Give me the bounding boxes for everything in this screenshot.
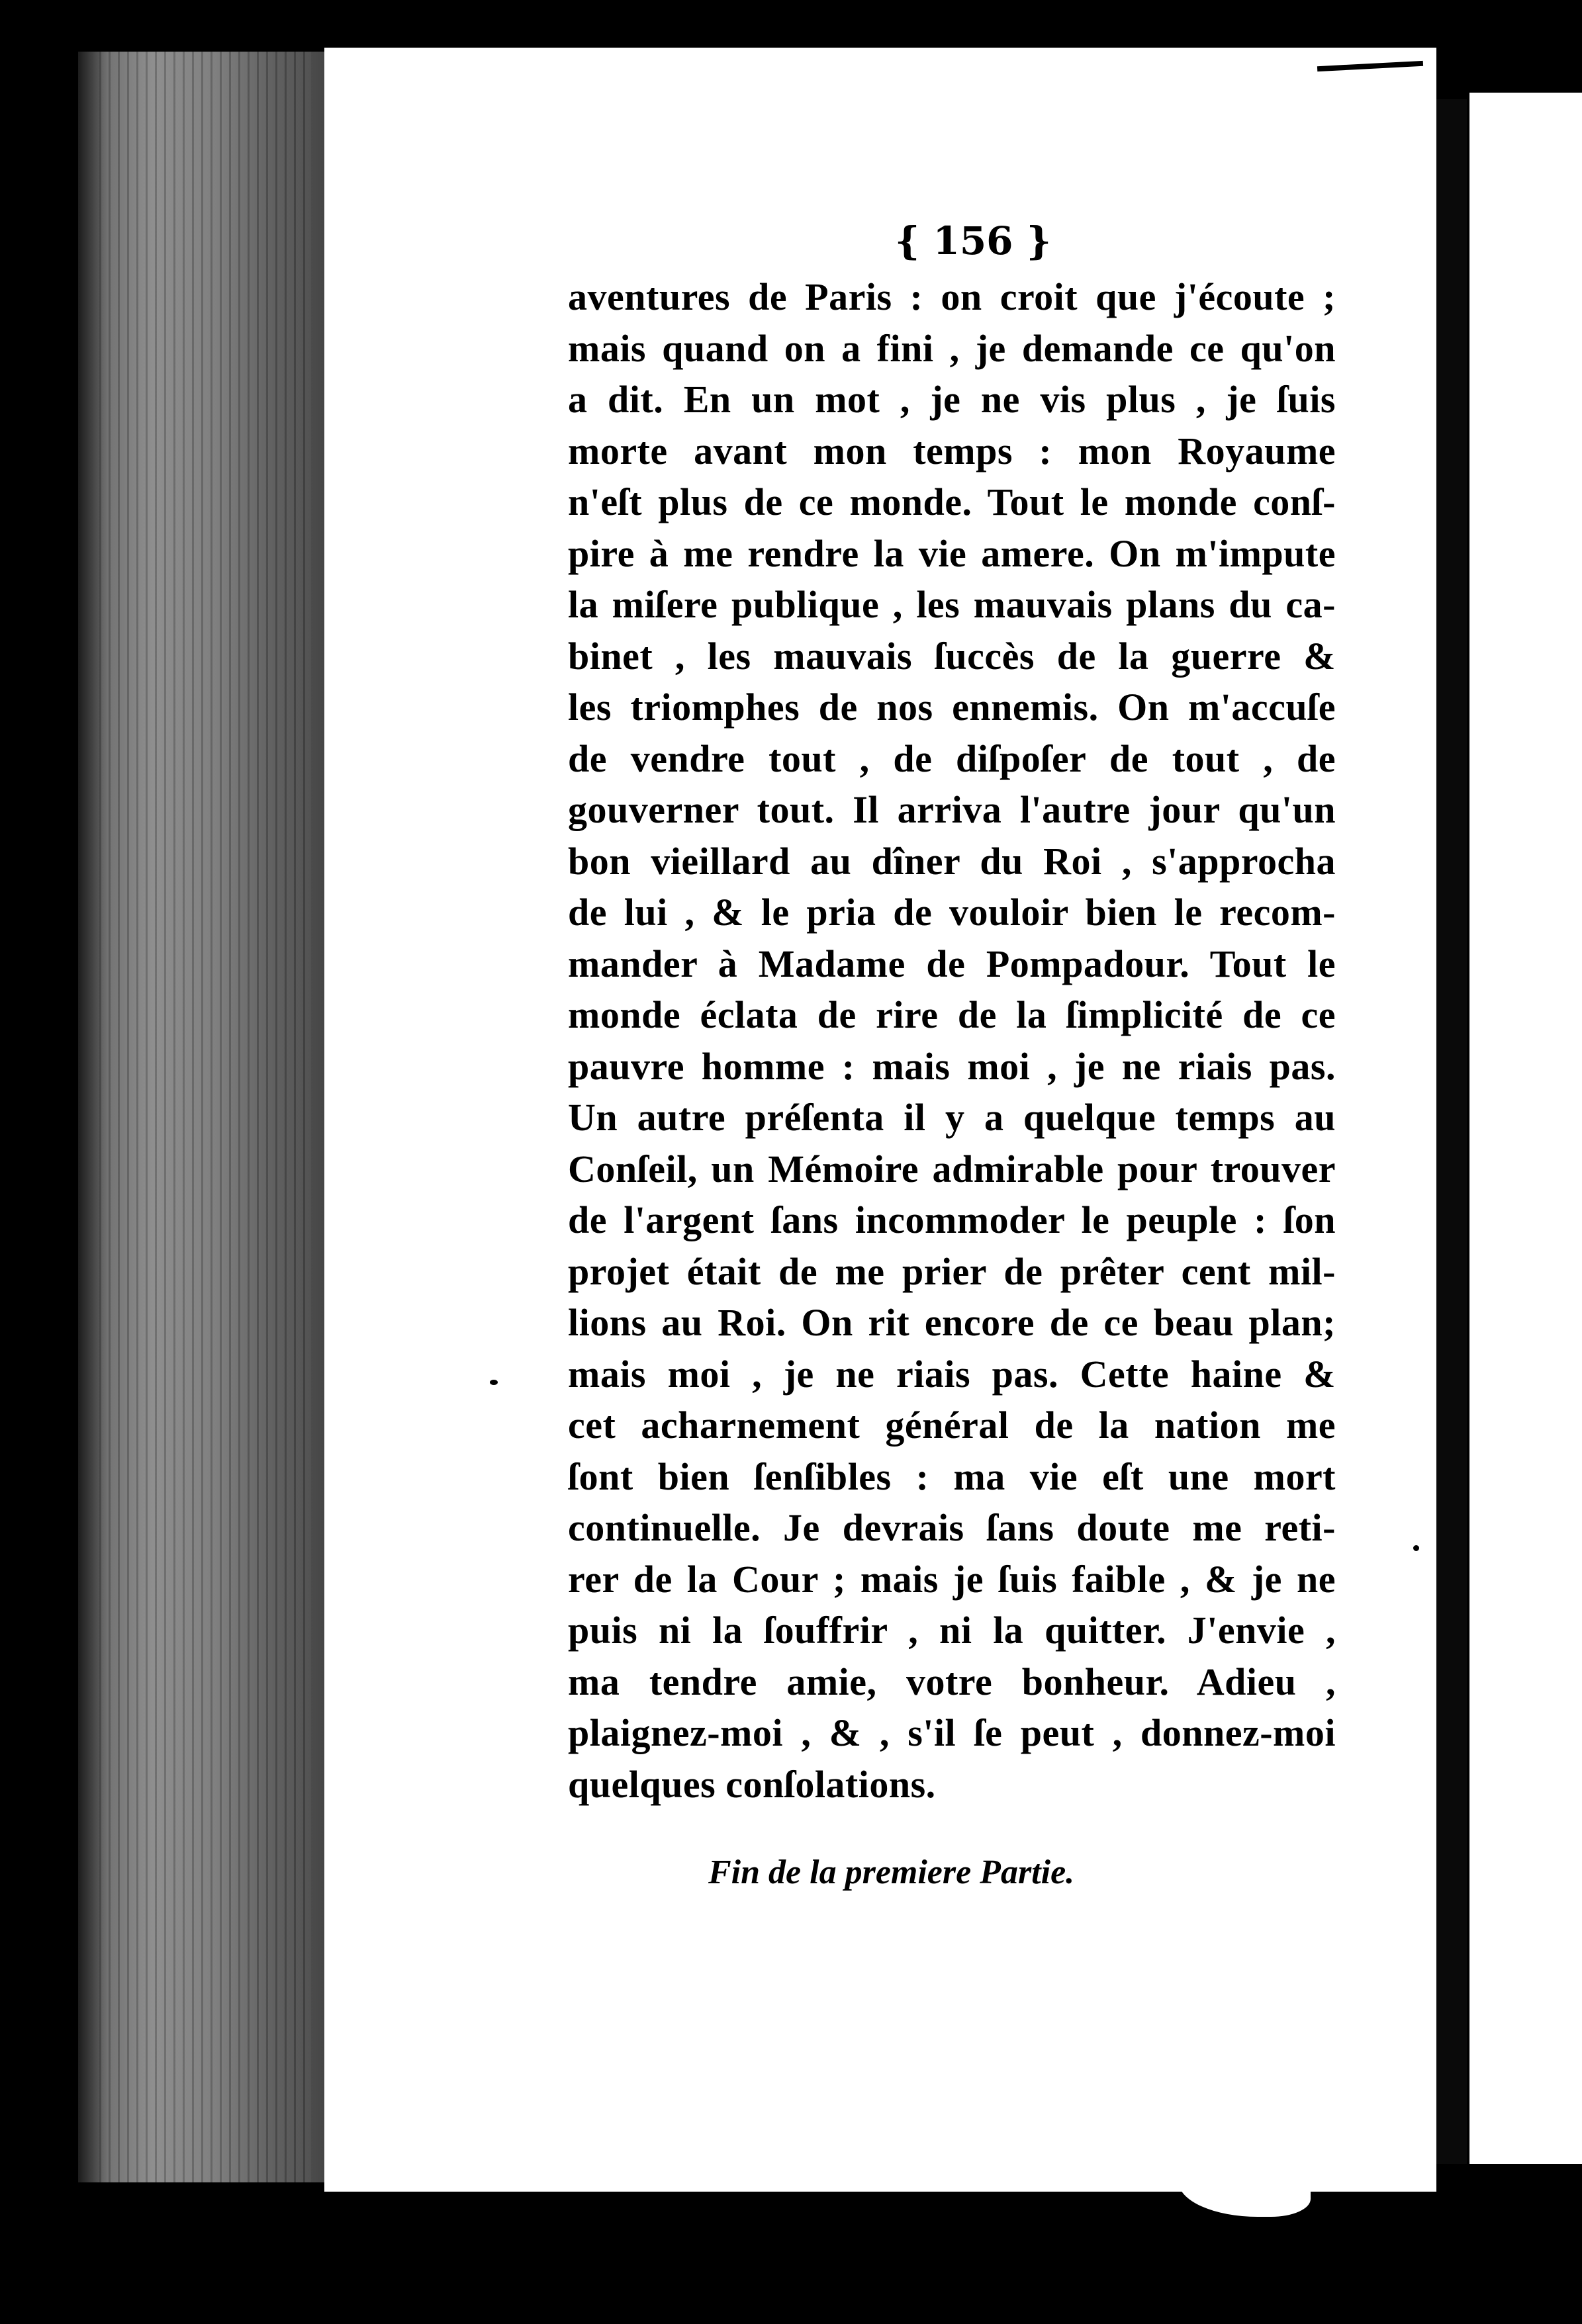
text-line: de l'argent ſans incommoder le peuple : ſon <box>568 1198 1336 1241</box>
text-line: binet , les mauvais ſuccès de la guerre & <box>568 634 1336 678</box>
text-line: les triomphes de nos ennemis. On m'accuſe <box>568 686 1336 729</box>
text-line: continuelle. Je devrais ſans doute me reti- <box>568 1506 1336 1549</box>
text-line: ma tendre amie, votre bonheur. Adieu , <box>568 1660 1336 1703</box>
text-line: bon vieillard au dîner du Roi , s'approcha <box>568 839 1336 883</box>
colophon: Fin de la premiere Partie. <box>708 1854 1075 1891</box>
text-line: quelques conſolations. <box>568 1762 936 1806</box>
page-number: { 156 } <box>894 218 1052 263</box>
text-line: lions au Roi. On rit encore de ce beau plan; <box>568 1301 1336 1344</box>
text-line: gouverner tout. Il arriva l'autre jour qu'un <box>568 788 1336 831</box>
scan-speck <box>1413 1545 1419 1551</box>
page-edges <box>99 52 311 2182</box>
text-line: Un autre préſenta il y a quelque temps au <box>568 1096 1336 1139</box>
text-line: Conſeil, un Mémoire admirable pour trouver <box>568 1147 1336 1190</box>
text-line: plaignez-moi , & , s'il ſe peut , donnez-moi <box>568 1711 1336 1754</box>
text-line: monde éclata de rire de la ſimplicité de ce <box>568 993 1336 1036</box>
text-line: mais moi , je ne riais pas. Cette haine & <box>568 1352 1336 1396</box>
text-line: de lui , & le pria de vouloir bien le recom- <box>568 891 1336 934</box>
text-line: puis ni la ſouffrir , ni la quitter. J'envie , <box>568 1609 1336 1652</box>
scan-artifact <box>1178 2157 1311 2217</box>
text-line: cet acharnement général de la nation me <box>568 1404 1336 1447</box>
scan-speck <box>490 1380 498 1385</box>
text-line: mander à Madame de Pompadour. Tout le <box>568 942 1336 985</box>
text-line: pauvre homme : mais moi , je ne riais pas. <box>568 1044 1336 1088</box>
text-line: morte avant mon temps : mon Royaume <box>568 429 1336 472</box>
next-page-sliver <box>1469 93 1582 2164</box>
page-gutter <box>1436 99 1467 2164</box>
text-line: rer de la Cour ; mais je ſuis faible , & je ne <box>568 1557 1336 1601</box>
text-line: pire à me rendre la vie amere. On m'impute <box>568 531 1336 575</box>
text-line: de vendre tout , de diſpoſer de tout , de <box>568 737 1336 780</box>
body-text <box>568 271 1336 1810</box>
text-line: mais quand on a fini , je demande ce qu'on <box>568 326 1336 370</box>
text-line: projet était de me prier de prêter cent mil- <box>568 1249 1336 1293</box>
text-line: a dit. En un mot , je ne vis plus , je ſuis <box>568 378 1336 421</box>
text-line: ſont bien ſenſibles : ma vie eſt une mort <box>568 1454 1336 1498</box>
text-line: la miſere publique , les mauvais plans du ca- <box>568 583 1336 626</box>
text-line: aventures de Paris : on croit que j'écoute ; <box>568 275 1336 318</box>
text-line: n'eſt plus de ce monde. Tout le monde conſ- <box>568 480 1336 523</box>
